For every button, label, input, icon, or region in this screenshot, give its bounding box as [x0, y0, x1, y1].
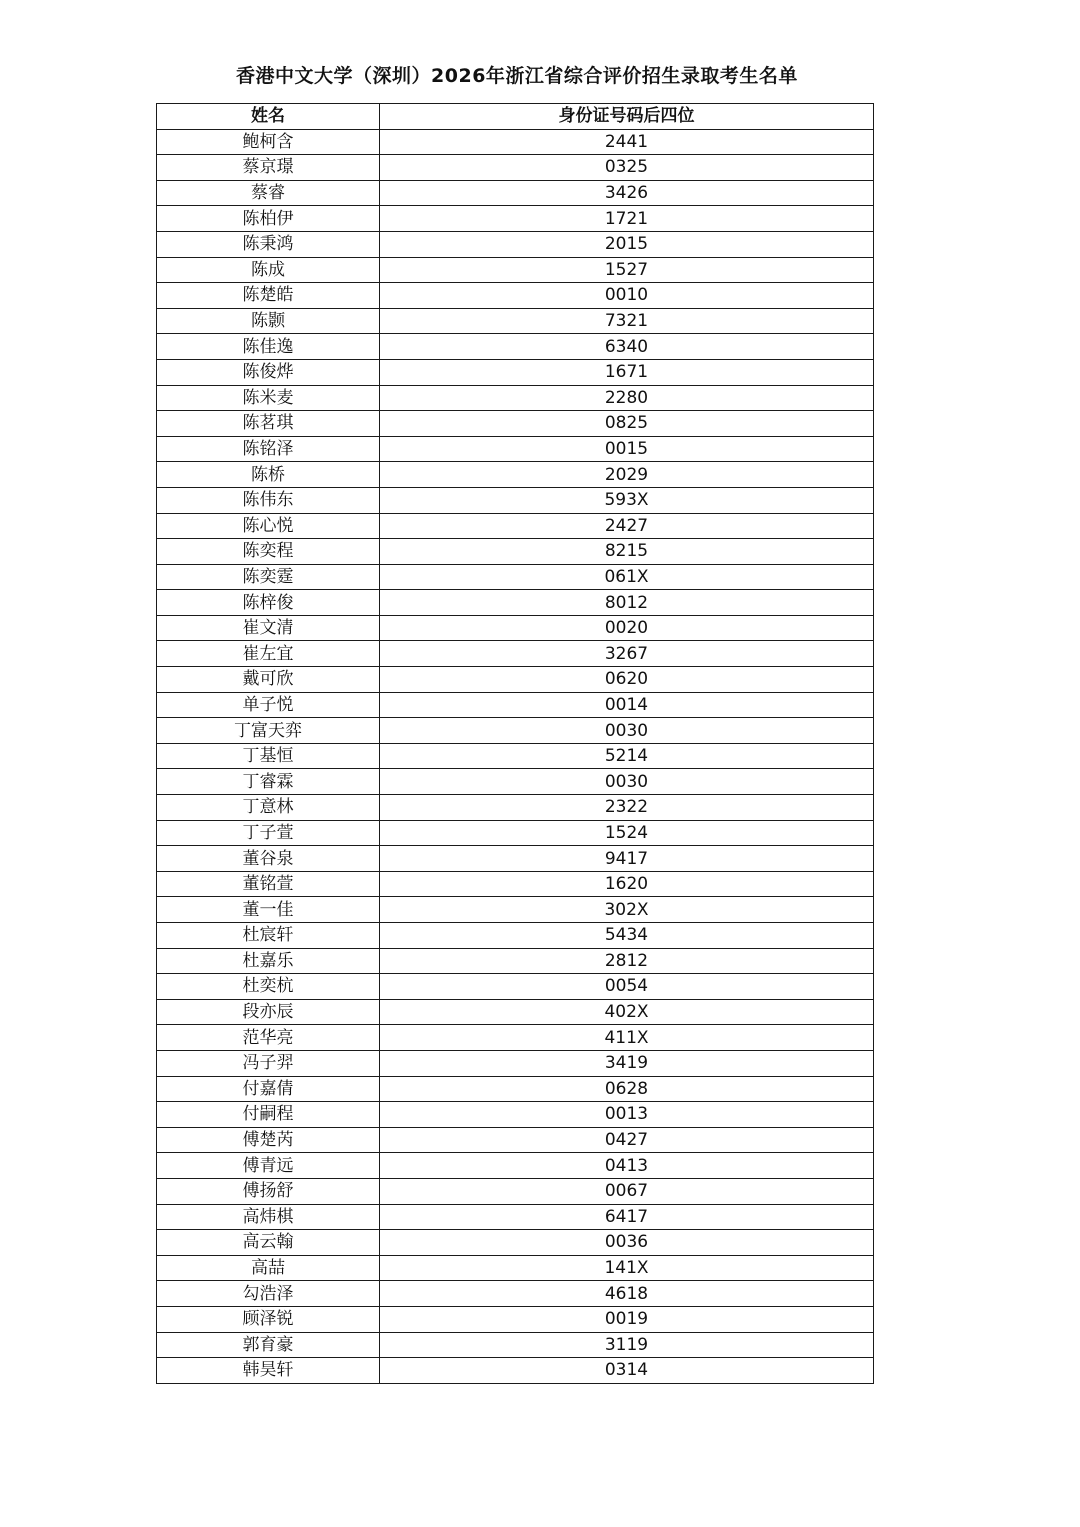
id-last4-cell: 9417	[380, 846, 874, 872]
table-row	[157, 1127, 874, 1153]
student-name-cell: 付嗣程	[157, 1102, 380, 1128]
student-name-cell: 陈秉鸿	[157, 231, 380, 257]
table-row	[157, 795, 874, 821]
id-last4-cell: 0628	[380, 1076, 874, 1102]
student-name-cell: 杜嘉乐	[157, 948, 380, 974]
id-last4-cell: 3419	[380, 1050, 874, 1076]
table-row	[157, 283, 874, 309]
id-last4-cell: 402X	[380, 999, 874, 1025]
table-row	[157, 257, 874, 283]
student-name-cell: 蔡睿	[157, 180, 380, 206]
student-name-cell: 陈成	[157, 257, 380, 283]
id-last4-cell: 8012	[380, 590, 874, 616]
id-last4-cell: 3267	[380, 641, 874, 667]
name-column-header: 姓名	[157, 104, 380, 130]
id-last4-cell: 0020	[380, 615, 874, 641]
table-row	[157, 1178, 874, 1204]
table-row	[157, 999, 874, 1025]
id-last4-cell: 302X	[380, 897, 874, 923]
table-row	[157, 513, 874, 539]
table-row	[157, 436, 874, 462]
student-name-cell: 丁意林	[157, 795, 380, 821]
student-name-cell: 陈伟东	[157, 487, 380, 513]
id-last4-cell: 0825	[380, 411, 874, 437]
student-name-cell: 陈梓俊	[157, 590, 380, 616]
id-last4-cell: 1527	[380, 257, 874, 283]
table-row	[157, 180, 874, 206]
table-row	[157, 1306, 874, 1332]
student-name-cell: 冯子羿	[157, 1050, 380, 1076]
id-last4-cell: 4618	[380, 1281, 874, 1307]
student-name-cell: 高喆	[157, 1255, 380, 1281]
table-row	[157, 155, 874, 181]
id-last4-cell: 3426	[380, 180, 874, 206]
student-name-cell: 陈俊烨	[157, 359, 380, 385]
table-row	[157, 1332, 874, 1358]
student-name-cell: 高炜棋	[157, 1204, 380, 1230]
id-last4-cell: 1524	[380, 820, 874, 846]
table-row	[157, 1204, 874, 1230]
student-name-cell: 董一佳	[157, 897, 380, 923]
id-last4-cell: 0620	[380, 667, 874, 693]
student-name-cell: 蔡京璟	[157, 155, 380, 181]
student-name-cell: 范华亮	[157, 1025, 380, 1051]
table-row	[157, 1281, 874, 1307]
id-last4-cell: 5214	[380, 743, 874, 769]
id-last4-cell: 7321	[380, 308, 874, 334]
student-name-cell: 丁基恒	[157, 743, 380, 769]
table-row	[157, 231, 874, 257]
id-last4-cell: 061X	[380, 564, 874, 590]
table-row	[157, 1255, 874, 1281]
student-name-cell: 丁睿霖	[157, 769, 380, 795]
table-row	[157, 667, 874, 693]
student-name-cell: 戴可欣	[157, 667, 380, 693]
table-row	[157, 897, 874, 923]
table-row	[157, 948, 874, 974]
table-row	[157, 1230, 874, 1256]
id-last4-cell: 6417	[380, 1204, 874, 1230]
table-row	[157, 487, 874, 513]
student-name-cell: 傅扬舒	[157, 1178, 380, 1204]
table-row	[157, 820, 874, 846]
id-last4-cell: 0427	[380, 1127, 874, 1153]
student-name-cell: 陈铭泽	[157, 436, 380, 462]
table-row	[157, 539, 874, 565]
student-name-cell: 陈佳逸	[157, 334, 380, 360]
student-name-cell: 丁富天弈	[157, 718, 380, 744]
student-name-cell: 杜奕杭	[157, 974, 380, 1000]
id-last4-cell: 1721	[380, 206, 874, 232]
student-name-cell: 陈奕程	[157, 539, 380, 565]
table-row	[157, 129, 874, 155]
id-last4-cell: 0015	[380, 436, 874, 462]
table-row	[157, 923, 874, 949]
student-name-cell: 陈心悦	[157, 513, 380, 539]
id-last4-cell: 2015	[380, 231, 874, 257]
table-row	[157, 641, 874, 667]
id-last4-cell: 6340	[380, 334, 874, 360]
student-name-cell: 陈桥	[157, 462, 380, 488]
id-last4-cell: 0314	[380, 1358, 874, 1384]
table-row	[157, 615, 874, 641]
table-row	[157, 206, 874, 232]
student-name-cell: 陈柏伊	[157, 206, 380, 232]
id-last4-cell: 0030	[380, 769, 874, 795]
id-last4-cell: 2280	[380, 385, 874, 411]
id-last4-cell: 2029	[380, 462, 874, 488]
student-name-cell: 郭育豪	[157, 1332, 380, 1358]
id-last4-cell: 1620	[380, 871, 874, 897]
student-name-cell: 高云翰	[157, 1230, 380, 1256]
table-row	[157, 743, 874, 769]
student-name-cell: 丁子萱	[157, 820, 380, 846]
id-last4-cell: 1671	[380, 359, 874, 385]
student-name-cell: 勾浩泽	[157, 1281, 380, 1307]
table-row	[157, 974, 874, 1000]
student-name-cell: 傅楚芮	[157, 1127, 380, 1153]
table-row	[157, 308, 874, 334]
id-last4-cell: 2441	[380, 129, 874, 155]
table-row	[157, 411, 874, 437]
table-row	[157, 1050, 874, 1076]
student-name-cell: 陈楚皓	[157, 283, 380, 309]
table-row	[157, 1358, 874, 1384]
id-last4-cell: 8215	[380, 539, 874, 565]
student-name-cell: 顾泽锐	[157, 1306, 380, 1332]
table-row	[157, 462, 874, 488]
table-row	[157, 564, 874, 590]
student-name-cell: 崔文清	[157, 615, 380, 641]
id-last4-cell: 0036	[380, 1230, 874, 1256]
table-row	[157, 871, 874, 897]
id-last4-cell: 0013	[380, 1102, 874, 1128]
admission-list-table	[156, 103, 874, 1384]
table-row	[157, 1102, 874, 1128]
table-row	[157, 718, 874, 744]
student-name-cell: 陈奕霆	[157, 564, 380, 590]
table-row	[157, 334, 874, 360]
student-name-cell: 陈米麦	[157, 385, 380, 411]
id-last4-cell: 0325	[380, 155, 874, 181]
table-row	[157, 359, 874, 385]
student-name-cell: 韩昊轩	[157, 1358, 380, 1384]
student-name-cell: 傅青远	[157, 1153, 380, 1179]
table-row	[157, 590, 874, 616]
id-last4-cell: 593X	[380, 487, 874, 513]
id-last4-cell: 0413	[380, 1153, 874, 1179]
student-name-cell: 鲍柯含	[157, 129, 380, 155]
table-row	[157, 769, 874, 795]
student-name-cell: 陈颢	[157, 308, 380, 334]
student-name-cell: 崔左宜	[157, 641, 380, 667]
student-name-cell: 段亦辰	[157, 999, 380, 1025]
student-name-cell: 董谷泉	[157, 846, 380, 872]
id-last4-cell: 0019	[380, 1306, 874, 1332]
student-name-cell: 付嘉倩	[157, 1076, 380, 1102]
id-last4-cell: 2322	[380, 795, 874, 821]
table-header-row	[157, 104, 874, 130]
student-name-cell: 董铭萱	[157, 871, 380, 897]
id-last4-column-header: 身份证号码后四位	[380, 104, 874, 130]
table-row	[157, 385, 874, 411]
table-row	[157, 692, 874, 718]
id-last4-cell: 3119	[380, 1332, 874, 1358]
document-title: 香港中文大学（深圳）2026年浙江省综合评价招生录取考生名单	[236, 65, 798, 87]
id-last4-cell: 0010	[380, 283, 874, 309]
table-row	[157, 1025, 874, 1051]
student-name-cell: 杜宸轩	[157, 923, 380, 949]
id-last4-cell: 0054	[380, 974, 874, 1000]
table-row	[157, 846, 874, 872]
student-name-cell: 陈茗琪	[157, 411, 380, 437]
id-last4-cell: 2427	[380, 513, 874, 539]
id-last4-cell: 0030	[380, 718, 874, 744]
id-last4-cell: 0067	[380, 1178, 874, 1204]
table-body	[157, 129, 874, 1383]
id-last4-cell: 5434	[380, 923, 874, 949]
table-row	[157, 1153, 874, 1179]
id-last4-cell: 141X	[380, 1255, 874, 1281]
table-row	[157, 1076, 874, 1102]
id-last4-cell: 0014	[380, 692, 874, 718]
student-name-cell: 单子悦	[157, 692, 380, 718]
id-last4-cell: 411X	[380, 1025, 874, 1051]
id-last4-cell: 2812	[380, 948, 874, 974]
